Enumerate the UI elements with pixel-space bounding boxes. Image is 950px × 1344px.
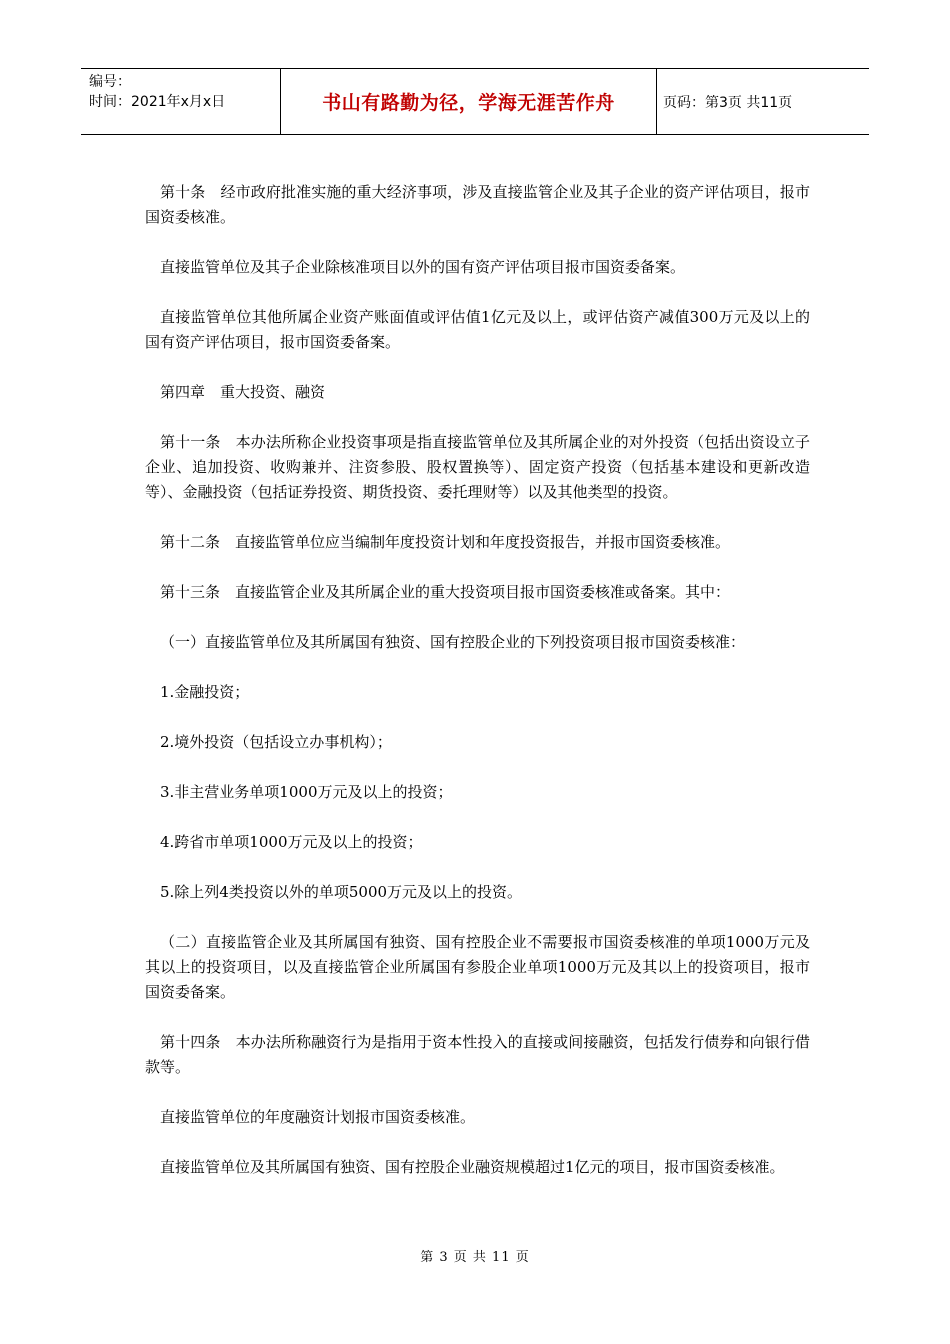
paragraph: 第十四条 本办法所称融资行为是指用于资本性投入的直接或间接融资，包括发行债券和向银行借款等。 <box>145 1033 810 1076</box>
paragraph: 直接监管单位及其子企业除核准项目以外的国有资产评估项目报市国资委备案。 <box>160 258 686 276</box>
paragraph: 直接监管单位的年度融资计划报市国资委核准。 <box>160 1108 476 1126</box>
chapter-heading: 第四章 重大投资、融资 <box>160 383 326 401</box>
header-page-indicator: 页码：第3页 共11页 <box>663 94 793 111</box>
list-item: 3.非主营业务单项1000万元及以上的投资； <box>160 783 453 801</box>
document-number-label: 编号： <box>89 74 131 90</box>
header-info-cell <box>81 69 281 134</box>
page-header <box>81 68 869 135</box>
paragraph: 直接监管单位其他所属企业资产账面值或评估值1亿元及以上，或评估资产减值300万元及以上的国有资产评估项目，报市国资委备案。 <box>145 308 810 351</box>
list-item: 1.金融投资； <box>160 683 250 701</box>
paragraph: （一）直接监管单位及其所属国有独资、国有控股企业的下列投资项目报市国资委核准： <box>160 633 746 651</box>
paragraph: 第十条 经市政府批准实施的重大经济事项，涉及直接监管企业及其子企业的资产评估项目，报市国资委核准。 <box>145 183 810 226</box>
list-item: 4.跨省市单项1000万元及以上的投资； <box>160 833 423 851</box>
paragraph: 直接监管单位及其所属国有独资、国有控股企业融资规模超过1亿元的项目，报市国资委核准。 <box>160 1158 785 1176</box>
page-footer: 第 3 页 共 11 页 <box>420 1250 530 1265</box>
header-motto: 书山有路勤为径，学海无涯苦作舟 <box>281 69 657 134</box>
paragraph: 第十一条 本办法所称企业投资事项是指直接监管单位及其所属企业的对外投资（包括出资设立子企业、追加投资、收购兼并、注资参股、股权置换等）、固定资产投资（包括基本建设和更新改造等）、金融投资（包括证券投资、期货投资、委托理财等）以及其他类型的投资。 <box>145 433 810 501</box>
document-body <box>145 180 810 1205</box>
list-item: 2.境外投资（包括设立办事机构）； <box>160 733 392 751</box>
paragraph: 第十三条 直接监管企业及其所属企业的重大投资项目报市国资委核准或备案。其中： <box>160 583 731 601</box>
paragraph: 第十二条 直接监管单位应当编制年度投资计划和年度投资报告，并报市国资委核准。 <box>160 533 731 551</box>
document-date-label: 时间：2021年x月x日 <box>89 94 226 110</box>
list-item: 5.除上列4类投资以外的单项5000万元及以上的投资。 <box>160 883 523 901</box>
paragraph: （二）直接监管企业及其所属国有独资、国有控股企业不需要报市国资委核准的单项1000万元及其以上的投资项目，以及直接监管企业所属国有参股企业单项1000万元及其以上的投资项目，报市国资委备案。 <box>145 933 810 1001</box>
